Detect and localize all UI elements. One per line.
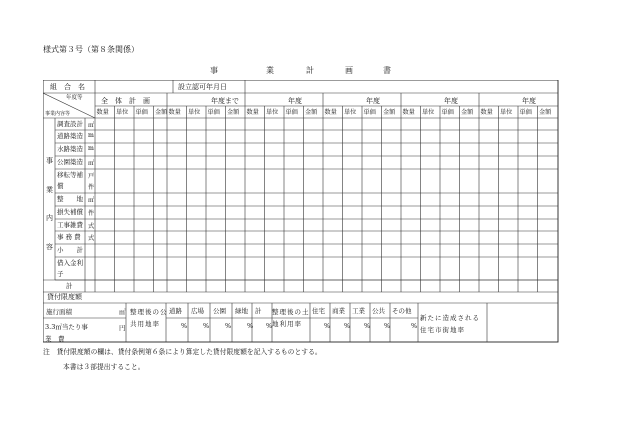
percent-sign: % bbox=[203, 322, 210, 330]
form-number-label: 様式第３号（第８条関係） bbox=[43, 45, 139, 54]
loan-limit-label: 貸付限度額 bbox=[47, 293, 82, 301]
up-to-year-label: 年度まで bbox=[211, 97, 239, 105]
percent-sign: % bbox=[181, 322, 188, 330]
note-loan-limit: 注 貸付限度額の欄は、貸付条例第６条により算定した貸付限度額を記入するものとする。 bbox=[43, 348, 322, 356]
column-header-quantity: 数量 bbox=[402, 109, 415, 116]
percent-sign: % bbox=[364, 322, 371, 330]
column-header-quantity: 数量 bbox=[246, 109, 259, 116]
row-item-label: 水路築造 bbox=[57, 145, 83, 153]
new-residential-rate-label: 新たに造成される住宅市街地率 bbox=[420, 314, 480, 334]
land-use-category: その他 bbox=[392, 307, 412, 315]
fiscal-year-corner-label: 年度等 bbox=[66, 95, 83, 101]
row-unit-label: 式 bbox=[88, 235, 95, 242]
title-char: 画 bbox=[345, 66, 353, 75]
column-header-unit-price: 単価 bbox=[519, 109, 532, 116]
column-header-amount: 金額 bbox=[383, 109, 396, 116]
column-header-unit-price: 単価 bbox=[135, 109, 148, 116]
land-use-category: 公共 bbox=[372, 307, 385, 315]
per-tsubo-cost-label: 3.3㎡当たり事 業 費 bbox=[45, 323, 95, 343]
column-header-amount: 金額 bbox=[227, 109, 240, 116]
project-content-corner-label: 事業内容等 bbox=[45, 111, 71, 117]
column-header-unit: 単位 bbox=[344, 109, 357, 116]
row-item-label: 事 務 費 bbox=[57, 233, 81, 241]
column-header-quantity: 数量 bbox=[168, 109, 181, 116]
row-item-label: 借入金利子 bbox=[57, 259, 83, 278]
land-use-category: 商業 bbox=[332, 307, 345, 315]
row-unit-label: ㎡ bbox=[88, 160, 95, 167]
row-item-label: 計 bbox=[66, 282, 73, 290]
side-label-char: 事 bbox=[46, 157, 53, 165]
column-header-quantity: 数量 bbox=[324, 109, 337, 116]
column-header-amount: 金額 bbox=[305, 109, 318, 116]
side-label-char: 業 bbox=[46, 186, 53, 194]
yen-unit: 円 bbox=[119, 324, 126, 332]
row-item-label: 整 地 bbox=[57, 195, 83, 203]
public-land-rate-label: 整理後の公共用地率 bbox=[130, 308, 168, 328]
year-label: 年度 bbox=[288, 97, 302, 105]
row-unit-label: 戸 bbox=[88, 173, 95, 180]
establishment-date-label: 設立認可年月日 bbox=[178, 83, 227, 91]
percent-sign: % bbox=[266, 322, 273, 330]
m2-unit: ㎡ bbox=[119, 308, 126, 316]
year-label: 年度 bbox=[366, 97, 380, 105]
column-header-unit: 単位 bbox=[188, 109, 201, 116]
row-unit-label: ㎡ bbox=[88, 197, 95, 204]
land-use-category: 公園 bbox=[213, 307, 226, 315]
land-use-category: 緑地 bbox=[235, 307, 248, 315]
side-label-char: 容 bbox=[46, 243, 53, 251]
land-use-category: 道路 bbox=[169, 307, 182, 315]
land-use-category: 広場 bbox=[191, 307, 204, 315]
row-item-label: 調査設計 bbox=[57, 120, 83, 128]
column-header-unit-price: 単価 bbox=[285, 109, 298, 116]
percent-sign: % bbox=[344, 322, 351, 330]
land-use-category: 計 bbox=[255, 307, 262, 315]
title-char: 事 bbox=[210, 66, 218, 75]
land-use-category: 工業 bbox=[352, 307, 365, 315]
percent-sign: % bbox=[411, 322, 418, 330]
column-header-unit: 単位 bbox=[500, 109, 513, 116]
column-header-unit: 単位 bbox=[116, 109, 129, 116]
column-header-quantity: 数量 bbox=[96, 109, 109, 116]
overall-plan-label: 全 体 計 画 bbox=[101, 97, 150, 105]
column-header-unit: 単位 bbox=[266, 109, 279, 116]
title-char: 書 bbox=[383, 66, 391, 75]
percent-sign: % bbox=[247, 322, 254, 330]
document-title bbox=[0, 65, 630, 77]
column-header-unit: 単位 bbox=[422, 109, 435, 116]
row-unit-label: 式 bbox=[88, 223, 95, 230]
row-item-label: 工事雑費 bbox=[57, 221, 83, 229]
column-header-amount: 金額 bbox=[155, 109, 168, 116]
column-header-amount: 金額 bbox=[539, 109, 552, 116]
year-label: 年度 bbox=[444, 97, 458, 105]
row-unit-label: 件 bbox=[88, 184, 95, 191]
column-header-unit-price: 単価 bbox=[207, 109, 220, 116]
year-label: 年度 bbox=[522, 97, 536, 105]
column-header-amount: 金額 bbox=[461, 109, 474, 116]
column-header-unit-price: 単価 bbox=[441, 109, 454, 116]
land-use-category: 住宅 bbox=[312, 307, 325, 315]
row-unit-label: 件 bbox=[88, 210, 95, 217]
union-name-label: 組 合 名 bbox=[50, 83, 85, 91]
row-item-label: 損失補償 bbox=[57, 208, 83, 216]
row-item-label: 移転等補償 bbox=[57, 171, 83, 190]
column-header-quantity: 数量 bbox=[480, 109, 493, 116]
percent-sign: % bbox=[324, 322, 331, 330]
note-copies: 本書は３部提出すること。 bbox=[63, 363, 145, 371]
land-use-rate-label: 整理後の土地利用率 bbox=[272, 308, 310, 328]
percent-sign: % bbox=[384, 322, 391, 330]
row-item-label: 小 計 bbox=[57, 246, 83, 254]
row-item-label: 道路築造 bbox=[57, 132, 83, 140]
row-unit-label: m bbox=[88, 132, 94, 139]
area-label: 施行面積 bbox=[46, 308, 72, 316]
side-label-char: 内 bbox=[46, 214, 53, 222]
title-char: 計 bbox=[306, 66, 314, 75]
percent-sign: % bbox=[225, 322, 232, 330]
title-char: 業 bbox=[266, 66, 274, 75]
column-header-unit-price: 単価 bbox=[363, 109, 376, 116]
row-unit-label: m bbox=[88, 145, 94, 152]
row-unit-label: ㎡ bbox=[88, 122, 95, 129]
row-item-label: 公園築造 bbox=[57, 158, 83, 166]
